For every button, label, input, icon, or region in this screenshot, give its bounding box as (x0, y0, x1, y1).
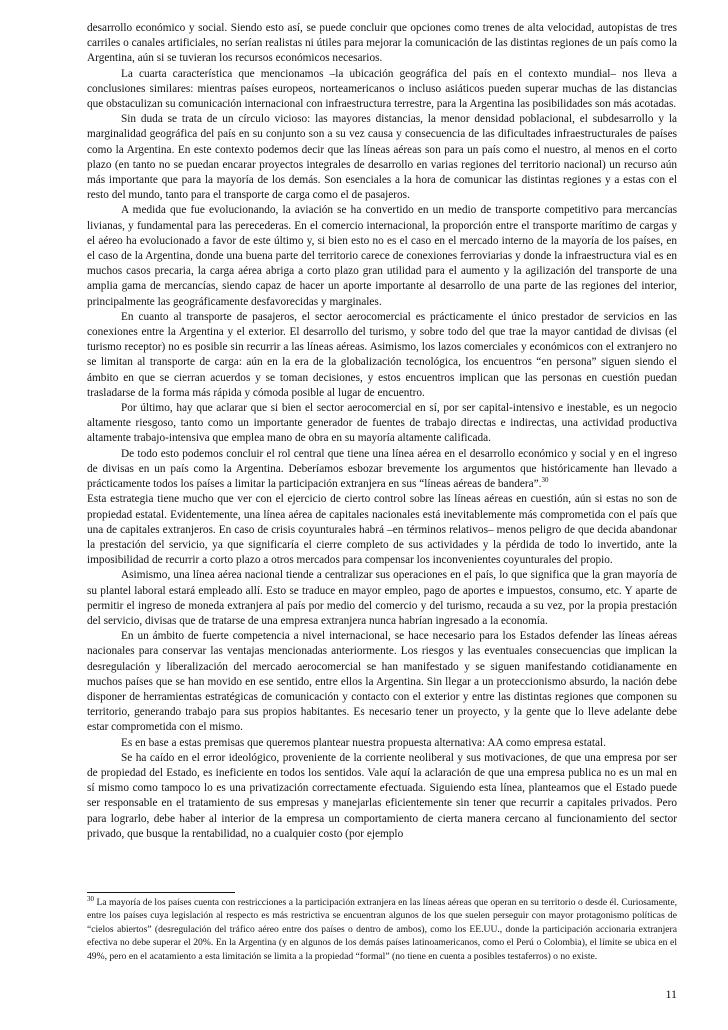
paragraph-text: De todo esto podemos concluir el rol central que tiene una línea aérea en el desarrollo económico y social y en el ingreso de divisas en un país como la Argentina. Deberíamos esbozar brevemente los argumentos que históricamente han llevado a prácticamente todos los países a limitar la participación extranjera en sus “líneas aéreas de bandera”. (87, 447, 677, 491)
page-number: 11 (665, 987, 677, 1001)
footnote-text: La mayoría de los países cuenta con restricciones a la participación extranjera en las líneas aéreas que operan en su territorio o desde él. Curiosamente, entre los países cuya legislación al respecto es más restrictiva se encuentran algunos de los que suelen perseguir con mayor protagonismo políticas de “cielos abiertos” (desregulación del tráfico aéreo entre dos países o dentro de ambos), como los EE.UU., donde la participación accionaria extranjera efectiva no debe superar el 20%. En la Argentina (y en algunos de los demás países latinoamericanos, como el Perú o Colombia), el límite se ubica en el 49%, pero en el acatamiento a esta limitación se limita a la propiedad “formal” (no tiene en cuenta a posibles testaferros) o no existe. (87, 897, 677, 962)
body-text (87, 21, 677, 842)
paragraph: Es en base a estas premisas que queremos plantear nuestra propuesta alternativa: AA como empresa estatal. (121, 736, 606, 749)
paragraph: En un ámbito de fuerte competencia a nivel internacional, se hace necesario para los Estados defender las líneas aéreas nacionales para conservar las ventajas mencionadas anteriormente. Los riesgos y las eventuales consecuencias que implican la desregulación y liberalización del mercado aerocomercial se han manifestado y se siguen manifestando cotidianamente en muchos países que se han movido en ese sentido, entre ellos la Argentina. Sin llegar a un proteccionismo absurdo, la nación debe disponer de herramientas estratégicas de comunicación y contacto con el exterior y entre las distintas regiones que componen su territorio, generando trabajo para sus propios habitantes. Es necesario tener un proyecto, y la gente que lo lleve adelante debe estar comprometida con el mismo. (87, 630, 677, 734)
footnote (87, 896, 677, 963)
footnote-number: 30 (87, 894, 94, 903)
paragraph: Esta estrategia tiene mucho que ver con el ejercicio de cierto control sobre las líneas aéreas en cuestión, aún si estas no son de propiedad estatal. Evidentemente, una línea aérea de capitales nacionales está inevitablemente más comprometida con el país que una de capitales extranjeros. En caso de crisis coyunturales habrá –en términos relativos– menos peligro de que decida abandonar la prestación del servicio, ya que significaría el cierre completo de sus actividades y la pérdida de todo lo invertido, ante la imposibilidad de recurrir a corto plazo a otros mercados para compensar los inconvenientes coyunturales del propio. (87, 493, 677, 567)
paragraph: Se ha caído en el error ideológico, proveniente de la corriente neoliberal y sus motivaciones, de que una empresa por ser de propiedad del Estado, es ineficiente en todos los sentidos. Vale aquí la aclaración de que una empresa publica no es un mal en sí mismo como tampoco lo es una privatización correctamente efectuada. Siguiendo esta línea, planteamos que el Estado puede ser responsable en el tratamiento de sus empresas y manejarlas eficientemente sin tener que recurrir a capitales privados. Pero para lograrlo, debe haber al interior de la empresa un comportamiento de cierta manera cercano al funcionamiento del sector privado, que busque la rentabilidad, no a cualquier costo (por ejemplo (87, 751, 677, 840)
footnote-reference: 30 (541, 476, 549, 485)
paragraph: Por último, hay que aclarar que si bien el sector aerocomercial en sí, por ser capital-intensivo e inestable, es un negocio altamente riesgoso, tanto como un importante generador de fuentes de trabajo directas e indirectas, una actividad productiva altamente trabajo-intensiva que emplea mano de obra en su mayoría altamente calificada. (87, 402, 677, 445)
paragraph: La cuarta característica que mencionamos –la ubicación geográfica del país en el contexto mundial– nos lleva a conclusiones similares: mientras países europeos, norteamericanos o incluso asiáticos pueden superar muchas de las distancias que obstaculizan su comunicación internacional con infraestructura terrestre, para la Argentina las posibilidades son más acotadas. (87, 67, 677, 111)
paragraph: A medida que fue evolucionando, la aviación se ha convertido en un medio de transporte competitivo para mercancías livianas, y fundamental para las perecederas. En el comercio internacional, la proporción entre el transporte marítimo de cargas y el aéreo ha evolucionado a favor de este último y, si bien esto no es el caso en el mercado interno de la mayoría de los países, en el caso de la Argentina, donde una buena parte del territorio carece de conexiones ferroviarias y donde la infraestructura vial es en muchos casos precaria, la carga aérea abriga a corto plazo gran utilidad para el aumento y la agilización del transporte de una amplia gama de mercancías, siendo capaz de hacer un aporte importante al desarrollo de una parte de las regiones del interior, principalmente las geográficamente desfavorecidas y marginales. (87, 204, 677, 308)
paragraph: Asimismo, una línea aérea nacional tiende a centralizar sus operaciones en el país, lo que significa que la gran mayoría de su plantel laboral estará empleado allí. Esto se traduce en mayor empleo, pago de aportes e impuestos, consumo, etc. Y aparte de permitir el ingreso de moneda extranjera al país por medio del comercio y del turismo, recauda a su vez, por la propia prestación del servicio, divisas que de tratarse de una empresa extranjera nunca habrían ingresado a la economía. (87, 569, 677, 627)
footnote-paragraph (87, 896, 677, 963)
paragraph: Sin duda se trata de un círculo vicioso: las mayores distancias, la menor densidad poblacional, el subdesarrollo y la marginalidad geográfica del país en su conjunto son a su vez causa y consecuencia de las dificultades infraestructurales de países como la Argentina. En este contexto podemos decir que las líneas aéreas son para un país como el nuestro, al menos en el corto plazo (en tanto no se puedan encarar proyectos integrales de desarrollo en varias regiones del territorio nacional) un recurso aún más importante que para la mayoría de los demás. Son esenciales a la hora de comunicar las distintas regiones y a estas con el resto del mundo, tanto para el transporte de carga como el de pasajeros. (87, 113, 677, 202)
footnote-divider (87, 892, 235, 893)
paragraph: En cuanto al transporte de pasajeros, el sector aerocomercial es prácticamente el único prestador de servicios en las conexiones entre la Argentina y el exterior. El desarrollo del turismo, y sobre todo del que trae la mayor cantidad de divisas (el turismo receptor) no es posible sin recurrir a las líneas aéreas. Asimismo, los lazos comerciales y económicos con el extranjero no se limitan al transporte de carga: aún en la era de la globalización tecnológica, los encuentros “en persona” siguen siendo el ámbito en que se cierran acuerdos y se toman decisiones, y estos encuentros implican que las personas en cuestión puedan trasladarse de la forma más rápida y cómoda posible al lugar de encuentro. (87, 310, 677, 399)
paragraph: desarrollo económico y social. Siendo esto así, se puede concluir que opciones como trenes de alta velocidad, autopistas de tres carriles o canales artificiales, no serían realistas ni útiles para mejorar la comunicación de las distintas regiones de un país como la Argentina, aún si se tuvieran los recursos económicos necesarios. (87, 22, 677, 65)
paragraph-with-footnote (87, 447, 677, 493)
